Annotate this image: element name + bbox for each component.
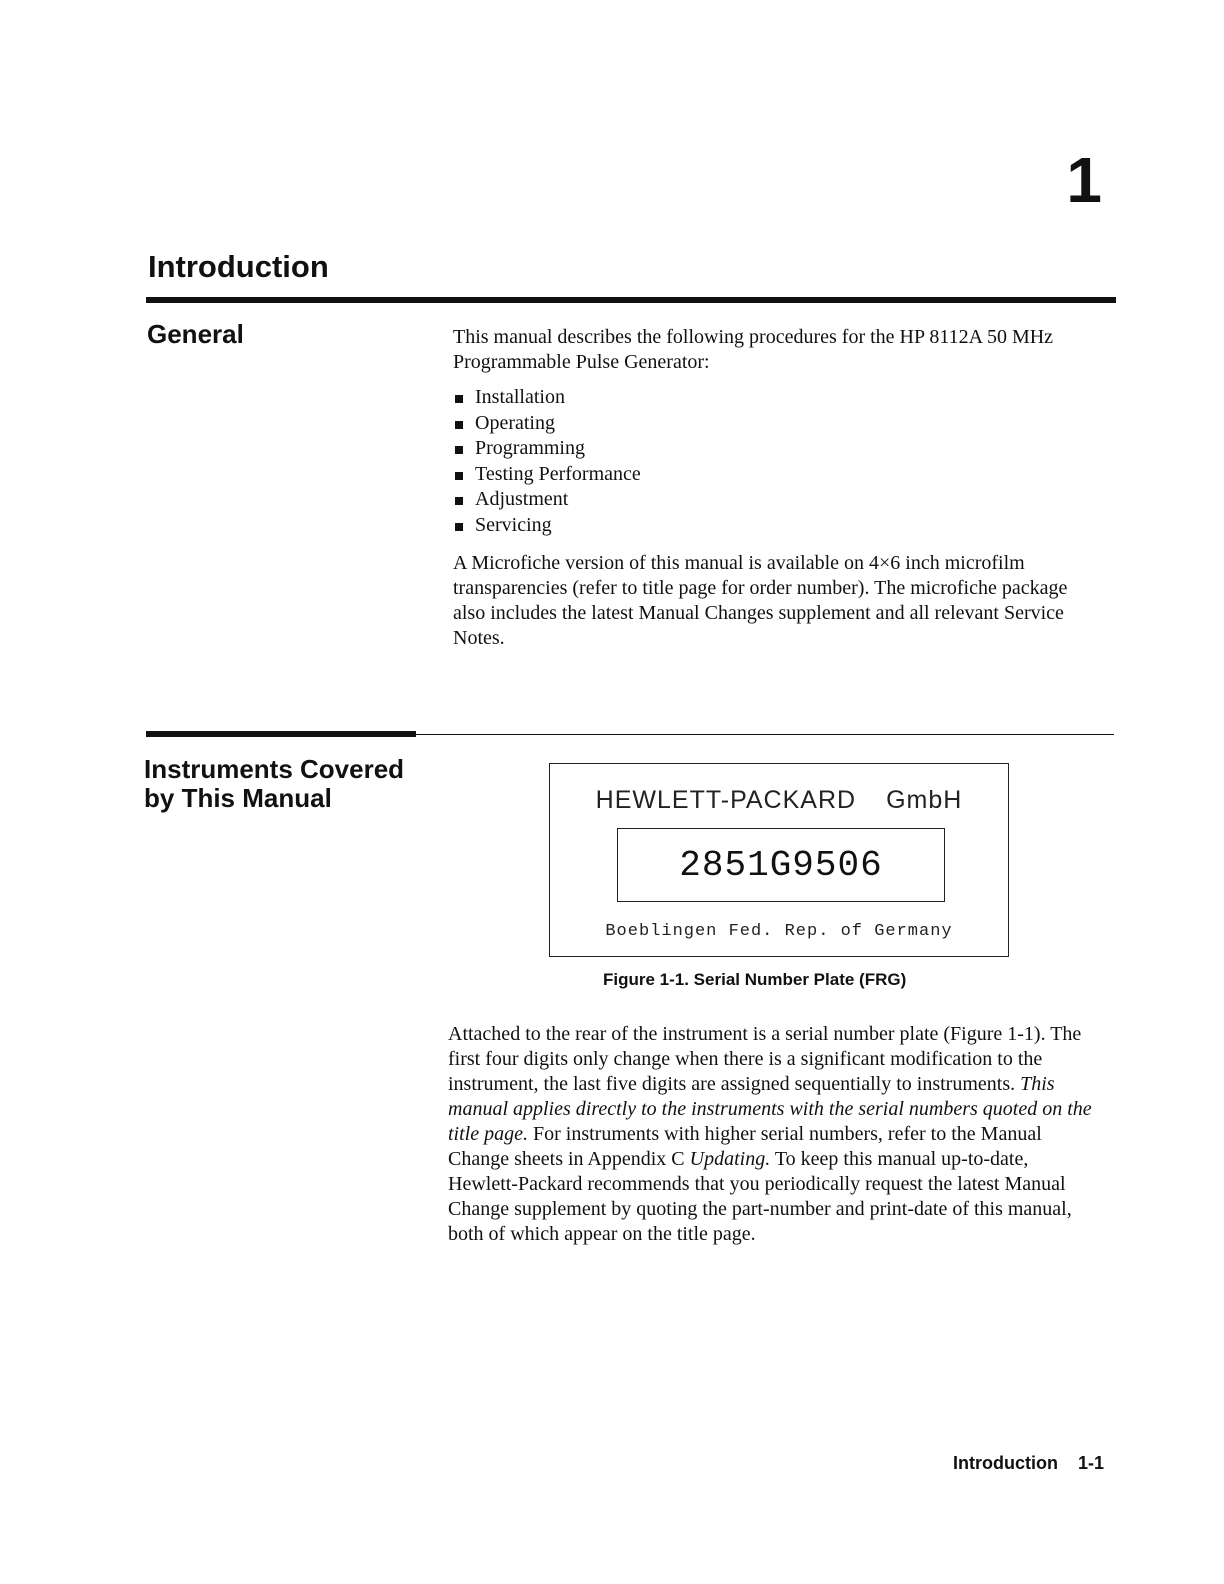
footer-section: Introduction	[953, 1453, 1058, 1473]
chapter-number: 1	[1066, 144, 1102, 216]
serial-paragraph: Attached to the rear of the instrument is a serial number plate (Figure 1-1). The first four digits only change when there is a significant modification to the instrument, the last five digits are assigned sequentially to instruments. This manual applies directly to the instruments with the serial numbers quoted on the title page. For instruments with higher serial numbers, refer to the Manual Change sheets in Appendix C Updating. To keep this manual up-to-date, Hewlett-Packard recommends that you periodically request the latest Manual Change supplement by quoting the part-number and print-date of this manual, both of which appear on the title page.	[448, 1023, 1092, 1245]
serial-number: 2851G9506	[679, 844, 883, 886]
list-item: Adjustment	[453, 487, 1093, 513]
serial-number-plate	[549, 763, 1009, 957]
list-item: Programming	[453, 436, 1093, 462]
page-footer	[953, 1453, 1104, 1474]
instruments-heading-line1: Instruments Covered	[144, 754, 405, 784]
list-item: Installation	[453, 385, 1093, 411]
microfiche-paragraph: A Microfiche version of this manual is available on 4×6 inch microfilm transparencies (refer to title page for order number). The microfiche package also includes the latest Manual Changes supplement and all relevant Service Notes.	[453, 551, 1068, 649]
chapter-title: Introduction	[148, 249, 329, 284]
plate-company: HEWLETT-PACKARD GmbH	[595, 786, 963, 814]
list-item: Operating	[453, 411, 1093, 437]
bullet-icon	[455, 395, 463, 403]
list-item: Testing Performance	[453, 462, 1093, 488]
general-heading: General	[147, 319, 244, 349]
bullet-icon	[455, 472, 463, 480]
procedure-list	[453, 385, 1093, 539]
list-item: Servicing	[453, 513, 1093, 539]
section-rule-thin	[416, 734, 1114, 735]
figure-caption: Figure 1-1. Serial Number Plate (FRG)	[603, 970, 907, 989]
general-body	[453, 325, 1093, 651]
serial-box	[617, 828, 945, 902]
bullet-icon	[455, 523, 463, 531]
general-intro: This manual describes the following procedures for the HP 8112A 50 MHz Programmable Pulse Generator:	[453, 326, 1054, 373]
plate-location: Boeblingen Fed. Rep. of Germany	[605, 922, 953, 941]
bullet-icon	[455, 497, 463, 505]
instruments-heading-line2: by This Manual	[144, 782, 332, 813]
chapter-rule	[146, 297, 1116, 303]
instruments-heading	[144, 755, 404, 812]
section-rule-thick	[146, 731, 416, 737]
page-number: 1-1	[1077, 1453, 1104, 1473]
bullet-icon	[455, 446, 463, 454]
bullet-icon	[455, 421, 463, 429]
